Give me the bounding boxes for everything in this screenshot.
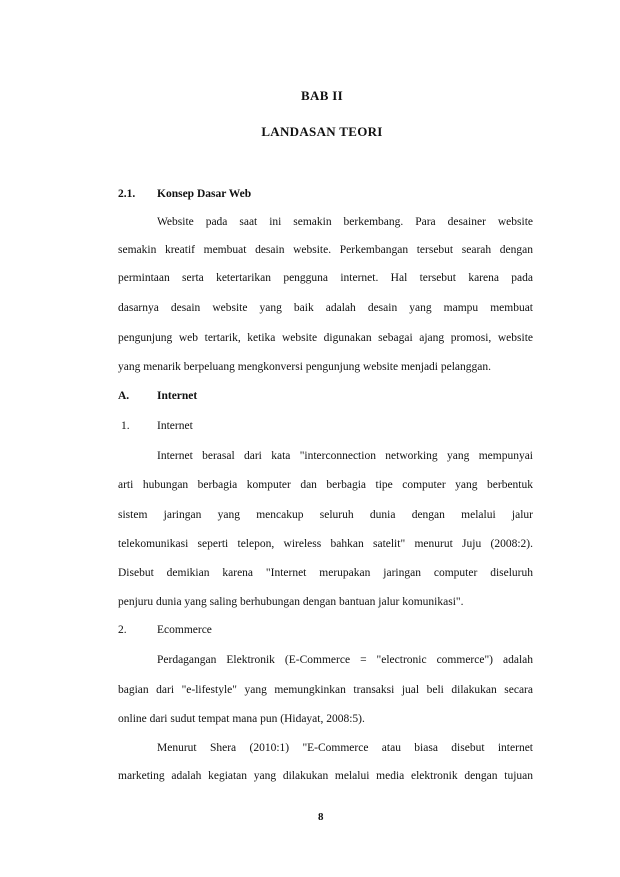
paragraph-line: Disebut demikian karena "Internet merupakan jaringan computer diseluruh: [118, 567, 533, 579]
section-number: 2.1.: [118, 188, 136, 200]
page-number: 8: [318, 811, 324, 823]
paragraph-line: sistem jaringan yang mencakup seluruh dunia dengan melalui jalur: [118, 509, 533, 521]
item-number: 1.: [121, 420, 130, 432]
chapter-subtitle: LANDASAN TEORI: [261, 124, 383, 139]
section-title: Konsep Dasar Web: [157, 188, 252, 200]
paragraph-line: marketing adalah kegiatan yang dilakukan melalui media elektronik dengan tujuan: [118, 770, 533, 782]
paragraph-line: bagian dari "e-lifestyle" yang memungkinkan transaksi jual beli dilakukan secara: [118, 684, 533, 696]
paragraph-line: arti hubungan berbagia komputer dan berbagia tipe computer yang berbentuk: [118, 479, 533, 491]
item-number: 2.: [118, 624, 127, 636]
paragraph-line: online dari sudut tempat mana pun (Hidayat, 2008:5).: [118, 713, 365, 725]
paragraph-line: semakin kreatif membuat desain website. Perkembangan tersebut searah dengan: [118, 244, 533, 256]
paragraph-line: Menurut Shera (2010:1) "E-Commerce atau biasa disebut internet: [157, 742, 533, 754]
paragraph-line: Website pada saat ini semakin berkembang. Para desainer website: [157, 216, 533, 228]
paragraph-line: dasarnya desain website yang baik adalah desain yang mampu membuat: [118, 302, 533, 314]
paragraph-line: yang menarik berpeluang mengkonversi pengunjung website menjadi pelanggan.: [118, 361, 492, 373]
item-title: Internet: [157, 420, 193, 432]
paragraph-line: telekomunikasi seperti telepon, wireless bahkan satelit" menurut Juju (2008:2).: [118, 538, 533, 550]
paragraph-line: pengunjung web tertarik, ketika website digunakan sebagai ajang promosi, website: [118, 332, 533, 344]
paragraph-line: Internet berasal dari kata "interconnection networking yang mempunyai: [157, 450, 533, 462]
section-a-title: Internet: [157, 390, 198, 402]
paragraph-line: Perdagangan Elektronik (E-Commerce = "electronic commerce") adalah: [157, 654, 533, 666]
paragraph-line: penjuru dunia yang saling berhubungan dengan bantuan jalur komunikasi".: [118, 596, 464, 608]
section-letter: A.: [118, 390, 130, 402]
chapter-title: BAB II: [301, 88, 343, 103]
paragraph-line: permintaan serta ketertarikan pengguna internet. Hal tersebut karena pada: [118, 272, 533, 284]
item-title: Ecommerce: [157, 624, 212, 636]
